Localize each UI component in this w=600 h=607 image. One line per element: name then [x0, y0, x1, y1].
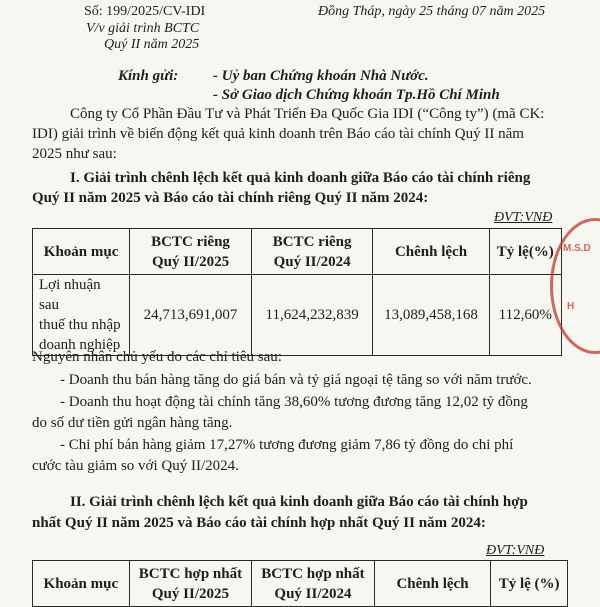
section-1-unit: ĐVT:VNĐ [494, 210, 553, 225]
row-value-2025: 24,713,691,007 [130, 275, 252, 356]
row-value-2024: 11,624,232,839 [251, 275, 373, 356]
intro-line-1: Công ty Cổ Phần Đầu Tư và Phát Triển Đa Quốc Gia IDI (“Công ty”) (mã CK: [70, 106, 545, 122]
section-2-title-line-2: nhất Quý II năm 2025 và Báo cáo tài chính hợp nhất Quý II năm 2024: [32, 515, 486, 531]
header-rate: Tỷ lệ (%) [491, 561, 568, 607]
header-col-2024: BCTC hợp nhất Quý II/2024 [252, 561, 375, 607]
section-2-title-line-1: II. Giải trình chênh lệch kết quả kinh doanh giữa Báo cáo tài chính hợp [70, 494, 528, 510]
header-rate: Tỷ lệ(%) [489, 229, 561, 275]
header-item: Khoản mục [33, 561, 130, 607]
row-rate: 112,60% [489, 275, 561, 356]
row-difference: 13,089,458,168 [373, 275, 489, 356]
cause-bullet-2-line-2: do số dư tiền gửi ngân hàng tăng. [32, 415, 233, 431]
cause-bullet-2-line-1: - Doanh thu hoạt động tài chính tăng 38,60% tương đương tăng 12,02 tỷ đồng [60, 394, 528, 410]
row-item: Lợi nhuận sau thuế thu nhập doanh nghiệp [33, 275, 130, 356]
recipient-2: - Sở Giao dịch Chứng khoán Tp.Hồ Chí Minh [213, 87, 500, 103]
header-diff: Chênh lệch [373, 229, 489, 275]
document-number: Số: 199/2025/CV-IDI [84, 4, 206, 19]
recipient-label: Kính gửi: [118, 68, 179, 84]
intro-line-3: 2025 như sau: [32, 146, 117, 162]
place-date: Đồng Tháp, ngày 25 tháng 07 năm 2025 [318, 4, 546, 19]
header-item: Khoản mục [33, 229, 130, 275]
cause-bullet-1: - Doanh thu bán hàng tăng do giá bán và tỷ giá ngoại tệ tăng so với năm trước. [60, 372, 532, 388]
company-stamp: M.S.D H [550, 218, 600, 354]
intro-line-2: IDI) giải trình về biến động kết quả kinh doanh trên Báo cáo tài chính Quý II năm [32, 126, 524, 142]
recipient-1: - Uỷ ban Chứng khoán Nhà Nước. [213, 68, 429, 84]
subject-line-2: Quý II năm 2025 [104, 37, 200, 52]
cause-label: Nguyên nhân chủ yếu do các chỉ tiêu sau: [32, 349, 282, 365]
section-1-table [32, 228, 562, 356]
subject-line-1: V/v giải trình BCTC [86, 21, 200, 36]
header-diff: Chênh lệch [374, 561, 491, 607]
cause-bullet-3-line-1: - Chi phí bán hàng giảm 17,27% tương đương giảm 7,86 tỷ đồng do chi phí [60, 437, 514, 453]
header-col-2024: BCTC riêng Quý II/2024 [251, 229, 373, 275]
cause-bullet-3-line-2: cước tàu giảm so với Quý II/2024. [32, 458, 239, 474]
header-col-2025: BCTC hợp nhất Quý II/2025 [129, 561, 252, 607]
table-header-row [33, 229, 562, 275]
section-1-title-line-2: Quý II năm 2025 và Báo cáo tài chính riêng Quý II năm 2024: [32, 190, 429, 206]
header-col-2025: BCTC riêng Quý II/2025 [130, 229, 252, 275]
section-1-title-line-1: I. Giải trình chênh lệch kết quả kinh doanh giữa Báo cáo tài chính riêng [70, 170, 531, 186]
section-2-unit: ĐVT:VNĐ [486, 543, 545, 558]
table-row [33, 275, 562, 356]
